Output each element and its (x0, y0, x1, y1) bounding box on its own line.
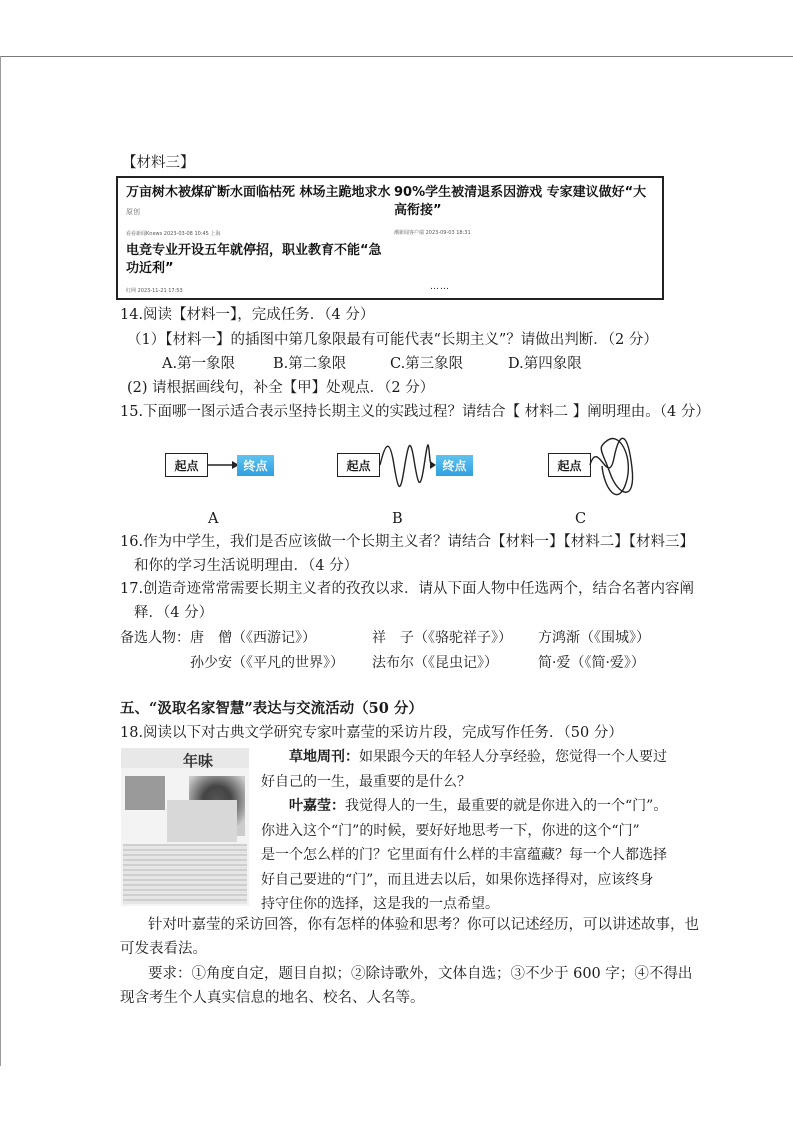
q14-option-a: A.第一象限 (162, 356, 236, 372)
q16-line1: 16.作为中学生，我们是否应该做一个长期主义者？请结合【材料一】【材料二】【材料三】 (120, 534, 695, 550)
q14-stem: 14.阅读【材料一】，完成任务．（4 分） (120, 307, 375, 323)
interview-line-2: 好自己的一生，最重要的是什么？ (261, 773, 471, 790)
q15-stem: 15.下面哪一图示适合表示坚持长期主义的实践过程？请结合【 材料二 】阐明理由。（4 分） (120, 404, 710, 420)
diagram-b-start: 起点 (337, 453, 380, 477)
requirements-line1: 要求：①角度自定，题目自拟；②除诗歌外，文体自选；③不少于 600 字；④不得出 (148, 966, 693, 982)
interview-line-7: 持守住你的选择，这是我的一点希望。 (261, 896, 499, 912)
diagram-a-end: 终点 (237, 455, 274, 476)
news-title-3: 电竞专业开设五年就停招，职业教育不能“急功近利” (126, 243, 382, 276)
q14-option-b: B.第二象限 (273, 356, 347, 372)
interview-line-5: 是一个怎么样的门？它里面有什么样的丰富蕴藏？每一个人都选择 (261, 847, 667, 863)
writing-prompt-line2: 可发表看法。 (120, 941, 207, 957)
section5-title: 五、“汲取名家智慧”表达与交流活动（50 分） (120, 700, 423, 717)
news-tag-1: 原创 (126, 208, 140, 216)
news-title-1: 万亩树木被煤矿断水面临枯死 林场主跪地求水 (126, 185, 391, 200)
diagram-a-arrow (208, 455, 240, 475)
news-meta-1: 看看新闻Knews 2023-03-08 10:45 上海 (126, 231, 221, 237)
diagram-a-start: 起点 (165, 453, 208, 477)
news-meta-2: 潮新闻客户端 2023-09-03 18:31 (394, 230, 471, 236)
photo-text-block (167, 800, 237, 842)
interview-line-4: 你进入这个“门”的时候，要好好地思考一下，你进的这个“门” (261, 822, 640, 839)
photo-title-block (125, 776, 165, 810)
material3-label: 【材料三】 (122, 155, 195, 171)
writing-prompt-line1: 针对叶嘉莹的采访回答，你有怎样的体验和思考？你可以记述经历，可以讲述故事，也 (148, 917, 699, 933)
diagram-c-label: C (575, 511, 587, 527)
q17-person-3: 方鸿渐（《围城》） (538, 630, 650, 646)
q16-line2: 和你的学习生活说明理由．（4 分） (134, 558, 359, 574)
q14-option-c: C.第三象限 (390, 356, 464, 372)
photo-lower-clipping (123, 844, 247, 904)
newspaper-photo (121, 748, 249, 906)
q14-option-d: D.第四象限 (508, 356, 582, 372)
q17-person-4: 孙少安（《平凡的世界》） (190, 655, 344, 671)
interview-text-3: 我觉得人的一生，最重要的就是你进入的一个“门”。 (345, 798, 668, 814)
q17-line2: 释．（4 分） (134, 605, 214, 621)
q17-line1: 17.创造奇迹常常需要长期主义者的孜孜以求．请从下面人物中任选两个，结合名著内容阐 (120, 581, 695, 597)
diagram-b-wavy-path (378, 430, 438, 500)
news-item-3 (126, 242, 384, 294)
diagram-b-end: 终点 (436, 455, 473, 476)
q18-stem: 18.阅读以下对古典文学研究专家叶嘉莹的采访片段，完成写作任务．（50 分） (120, 725, 623, 741)
news-meta-3: 红网 2023-11-21 17:53 (126, 288, 183, 294)
interview-line-1 (261, 745, 671, 770)
q17-person-1: 唐 僧（《西游记》） (190, 630, 316, 646)
diagram-b-label: B (392, 511, 403, 527)
news-more-dots: …… (430, 282, 450, 292)
speaker-caodi: 草地周刊： (289, 749, 359, 765)
news-screenshot-box (116, 176, 664, 300)
diagram-c-start: 起点 (548, 453, 591, 477)
page-left-border (0, 56, 1, 1066)
q17-person-6: 简·爱（《简·爱》） (538, 655, 645, 671)
news-item-2 (394, 184, 656, 236)
interview-line-3 (261, 794, 671, 819)
interview-line-6: 好自己要进的“门”，而且进去以后，如果你选择得对，应该终身 (261, 871, 654, 888)
page-top-border (0, 56, 793, 57)
interview-block (261, 745, 671, 917)
q14-sub1: （1）【材料一】的插图中第几象限最有可能代表“长期主义”？请做出判断．（2 分） (127, 332, 658, 348)
photo-caption: 年味 (183, 752, 214, 770)
speaker-yejiaying: 叶嘉莹： (289, 798, 345, 814)
interview-text-1: 如果跟今天的年轻人分享经验，您觉得一个人要过 (359, 749, 667, 765)
requirements-line2: 现含考生个人真实信息的地名、校名、人名等。 (120, 990, 425, 1006)
q14-sub2: (2) 请根据画线句，补全【甲】处观点．（2 分） (127, 380, 435, 396)
diagram-c-tangled-path (588, 428, 640, 500)
diagram-a-label: A (208, 511, 219, 527)
q17-person-2: 祥 子（《骆驼祥子》） (372, 630, 512, 646)
q17-prefix: 备选人物： (120, 630, 190, 646)
q17-person-5: 法布尔（《昆虫记》） (372, 655, 498, 671)
news-title-2: 90%学生被清退系因游戏 专家建议做好“大高衔接” (394, 185, 647, 218)
news-item-1 (126, 184, 391, 237)
